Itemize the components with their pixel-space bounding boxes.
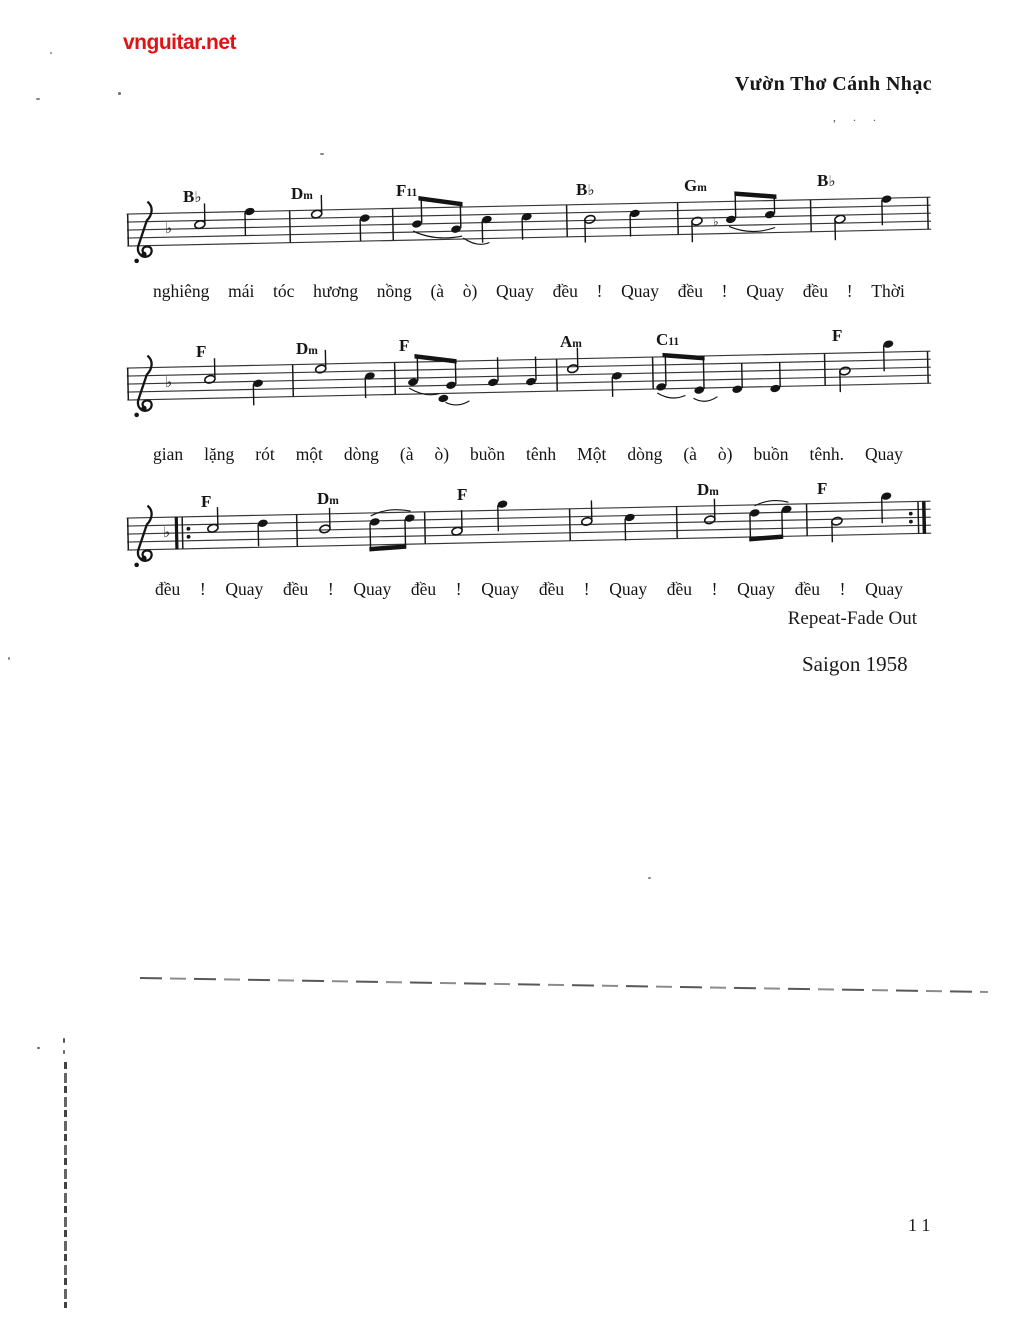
chord-label: B♭ [183,187,202,206]
treble-clef-icon [133,506,153,568]
lyrics-line-1: nghiêng mái tóc hương nồng (à ò) Quay đều ! Quay đều ! Quay đều ! Thời [153,281,905,301]
scan-speck [37,1047,40,1049]
scan-speck [320,153,324,155]
staff-2 [125,350,937,430]
staff-1 [125,196,937,276]
scan-speck [63,1038,65,1043]
flat-sign-icon: ♭ [162,523,171,542]
chord-label: F [201,492,212,511]
title-marks: , . . [833,110,883,124]
scan-speck [648,877,651,879]
chord-label: F [457,485,468,504]
chord-label: B♭ [576,180,595,199]
chord-label: F [196,342,207,361]
chord-label: Gm [684,176,707,195]
credit-line: Saigon 1958 [802,652,908,676]
chord-label: F11 [396,181,418,200]
scan-speck [63,1050,65,1054]
chord-label: F [832,326,843,345]
chord-label: F [399,336,410,355]
repeat-fade-out-note: Repeat-Fade Out [787,608,917,629]
flat-sign-icon: ♭ [164,373,173,392]
scan-speck [36,98,40,100]
chord-label: F [817,479,828,498]
chord-label: C11 [656,330,680,349]
chord-label: Dm [291,184,313,203]
scan-speck [8,657,10,660]
flat-sign-icon: ♭ [712,214,719,229]
chord-label: B♭ [817,171,836,190]
chord-label: Dm [296,339,318,358]
scan-speck [50,52,52,54]
scan-speck [118,92,121,95]
lyrics-line-2: gian lặng rót một dòng (à ò) buồn tênh Một dòng (à ò) buồn tênh. Quay [153,444,903,464]
chord-label: Dm [317,489,339,508]
scan-artifact-vertical [64,1062,67,1308]
treble-clef-icon [133,202,153,264]
chord-label: Am [560,332,582,351]
divider-line [140,977,988,993]
chord-label: Dm [697,480,719,499]
treble-clef-icon [133,356,153,418]
watermark: vnguitar.net [123,31,237,54]
staff-3 [125,500,937,580]
page-number: 11 [908,1215,936,1235]
lyrics-line-3: đều ! Quay đều ! Quay đều ! Quay đều ! Quay đều ! Quay đều ! Quay [155,579,903,599]
flat-sign-icon: ♭ [164,219,173,238]
page-title: Vườn Thơ Cánh Nhạc [734,73,932,95]
